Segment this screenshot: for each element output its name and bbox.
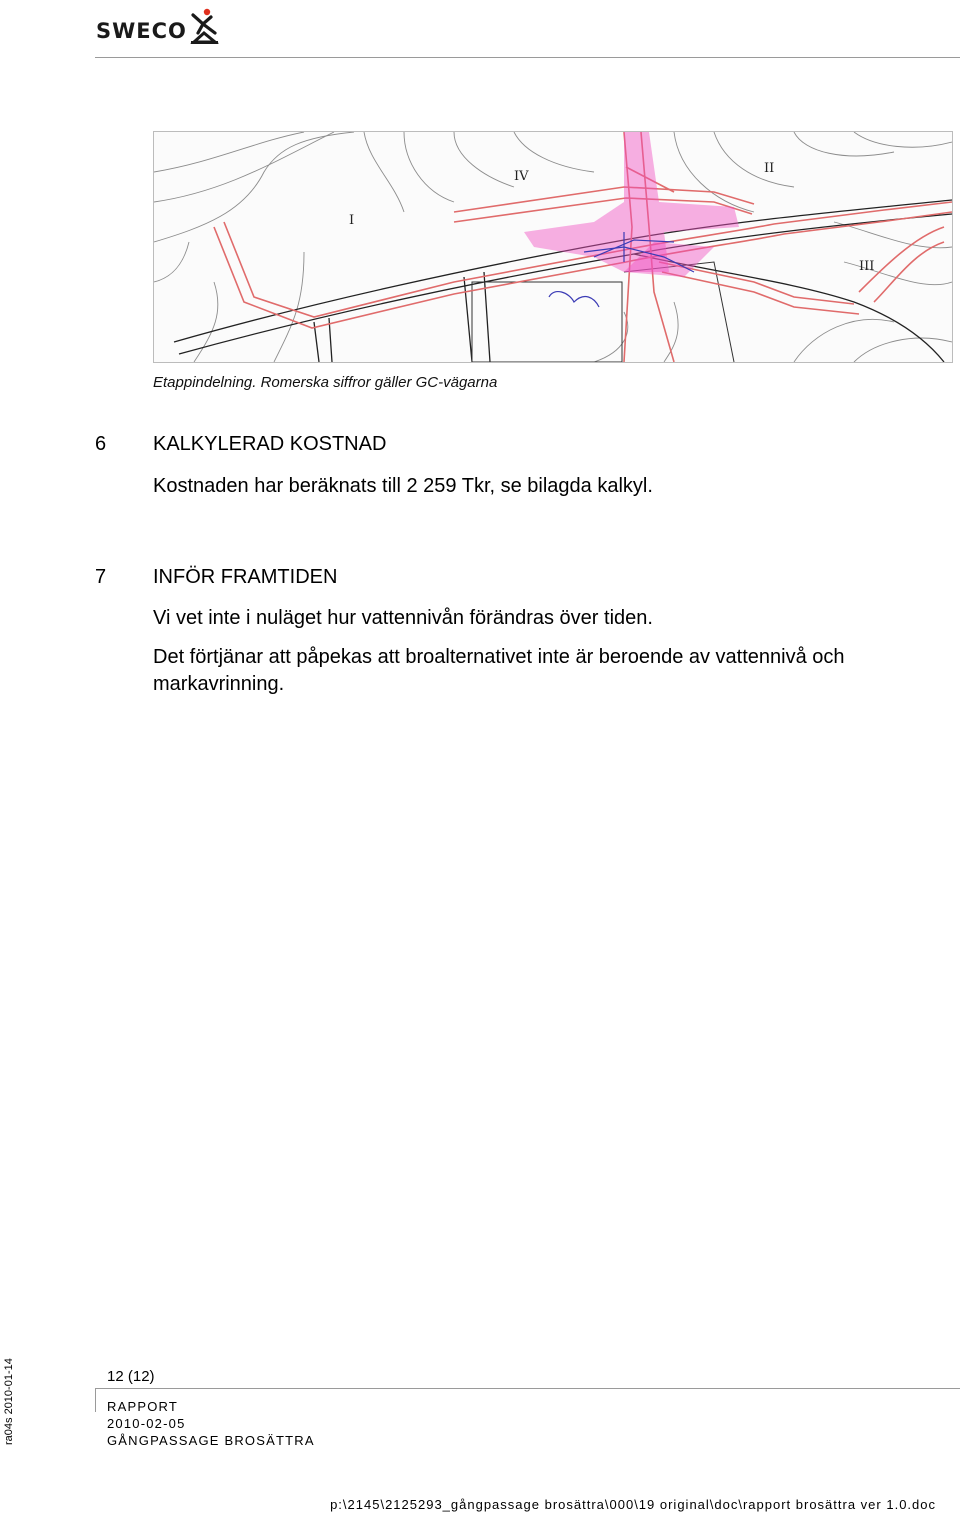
footer-project: GÅNGPASSAGE BROSÄTTRA bbox=[107, 1433, 315, 1448]
body-paragraph: Vi vet inte i nuläget hur vattennivån förändras över tiden. bbox=[153, 607, 653, 629]
map-label: IV bbox=[514, 169, 529, 184]
footer-date: 2010-02-05 bbox=[107, 1416, 186, 1431]
map-label: II bbox=[764, 161, 775, 176]
section-title: INFÖR FRAMTIDEN bbox=[153, 566, 338, 588]
map-label: III bbox=[859, 259, 875, 274]
section-number: 7 bbox=[95, 566, 107, 588]
footer-rule bbox=[95, 1388, 960, 1389]
site-plan-map bbox=[153, 131, 953, 363]
file-path: p:\2145\2125293_gångpassage brosättra\000\19 original\doc\rapport brosättra ver 1.0.doc bbox=[330, 1497, 936, 1512]
highlight-area bbox=[524, 132, 739, 277]
footer-tick bbox=[95, 1388, 96, 1412]
side-code: ra04s 2010-01-14 bbox=[3, 1358, 15, 1445]
logo-text: SWECO bbox=[96, 19, 187, 43]
sweco-logo bbox=[96, 4, 219, 44]
section-title: KALKYLERAD KOSTNAD bbox=[153, 433, 387, 455]
figure-caption: Etappindelning. Romerska siffror gäller GC-vägarna bbox=[153, 374, 498, 391]
footer-doc-type: RAPPORT bbox=[107, 1399, 179, 1414]
page-number: 12 (12) bbox=[107, 1368, 155, 1385]
map-label: I bbox=[349, 213, 355, 228]
main-road bbox=[174, 200, 952, 362]
header-rule bbox=[95, 57, 960, 58]
section-number: 6 bbox=[95, 433, 107, 455]
sweco-figure-icon bbox=[189, 8, 219, 44]
body-paragraph: markavrinning. bbox=[153, 673, 285, 695]
body-paragraph: Det förtjänar att påpekas att broalternativet inte är beroende av vattennivå och bbox=[153, 646, 845, 668]
body-paragraph: Kostnaden har beräknats till 2 259 Tkr, se bilagda kalkyl. bbox=[153, 475, 653, 497]
